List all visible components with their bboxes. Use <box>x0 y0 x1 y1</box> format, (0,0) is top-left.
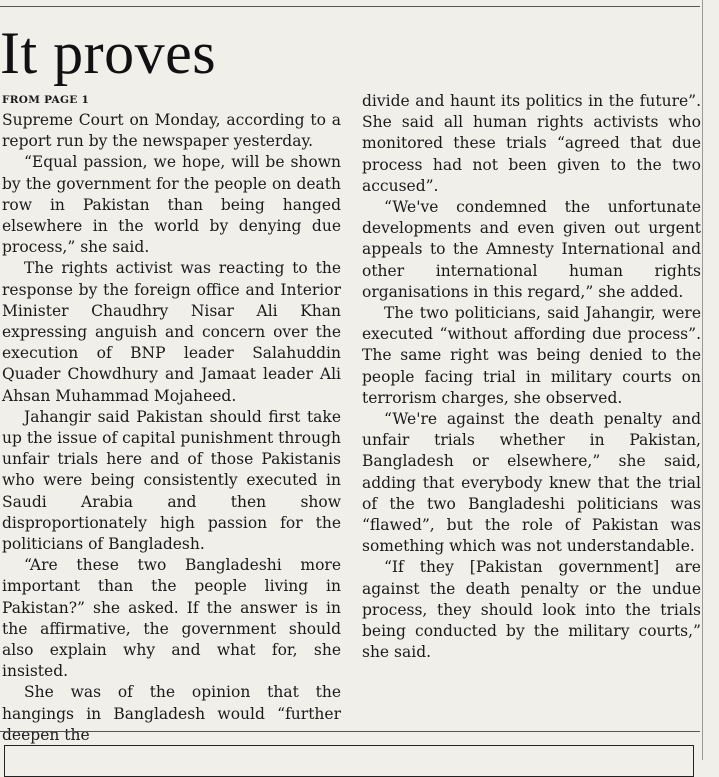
paragraph: The rights activist was reacting to the response by the foreign office and Interior Minister Chaudhry Nisar Ali Khan expressing anguish and concern over the execution of BNP leader Salahuddin Quader Chowdhury and Jamaat leader Ali Ahsan Muhammad Mojaheed. <box>2 259 341 405</box>
article-left-column <box>2 110 341 746</box>
top-rule <box>0 6 700 7</box>
paragraph: “We're against the death penalty and unfair trials whether in Pakistan, Bangladesh or elsewhere,” she said, adding that everybody knew that the trial of the two Bangladeshi politicians was “flawed”, but the role of Pakistan was something which was not understandable. <box>362 410 701 556</box>
paragraph: Jahangir said Pakistan should first take up the issue of capital punishment through unfair trials here and of those Pakistanis who were being consistently executed in Saudi Arabia and then show disproportionately high passion for the politicians of Bangladesh. <box>2 407 341 554</box>
paragraph: “Equal passion, we hope, will be shown by the government for the people on death row in Pakistan than being hanged elsewhere in the world by denying due process,” she said. <box>2 153 341 257</box>
paragraph: “If they [Pakistan government] are against the death penalty or the undue process, they should look into the trials being conducted by the military courts,” she said. <box>362 558 701 662</box>
bottom-rule <box>0 731 700 732</box>
paragraph: “We've condemned the unfortunate developments and even given out urgent appeals to the Amnesty International and other international human rights organisations in this regard,” she added. <box>362 198 701 301</box>
headline: It proves <box>0 20 217 86</box>
paragraph: divide and haunt its politics in the future”. She said all human rights activists who monitored these trials “agreed that due process had not been given to the two accused”. <box>362 92 701 195</box>
right-column-rule <box>702 0 703 760</box>
paragraph: The two politicians, said Jahangir, were executed “without affording due process”. The same right was being denied to the people facing trial in military courts on terrorism charges, she observed. <box>362 304 701 407</box>
jump-label: FROM PAGE 1 <box>2 94 90 106</box>
paragraph: She was of the opinion that the hangings in Bangladesh would “further deepen the <box>2 683 341 744</box>
article-right-column <box>362 91 701 663</box>
next-article-box <box>4 745 694 777</box>
paragraph: “Are these two Bangladeshi more important than the people living in Pakistan?” she asked. If the answer is in the affirmative, the government should also explain why and what for, she insisted. <box>2 556 341 681</box>
paragraph: Supreme Court on Monday, according to a report run by the newspaper yesterday. <box>2 111 341 151</box>
